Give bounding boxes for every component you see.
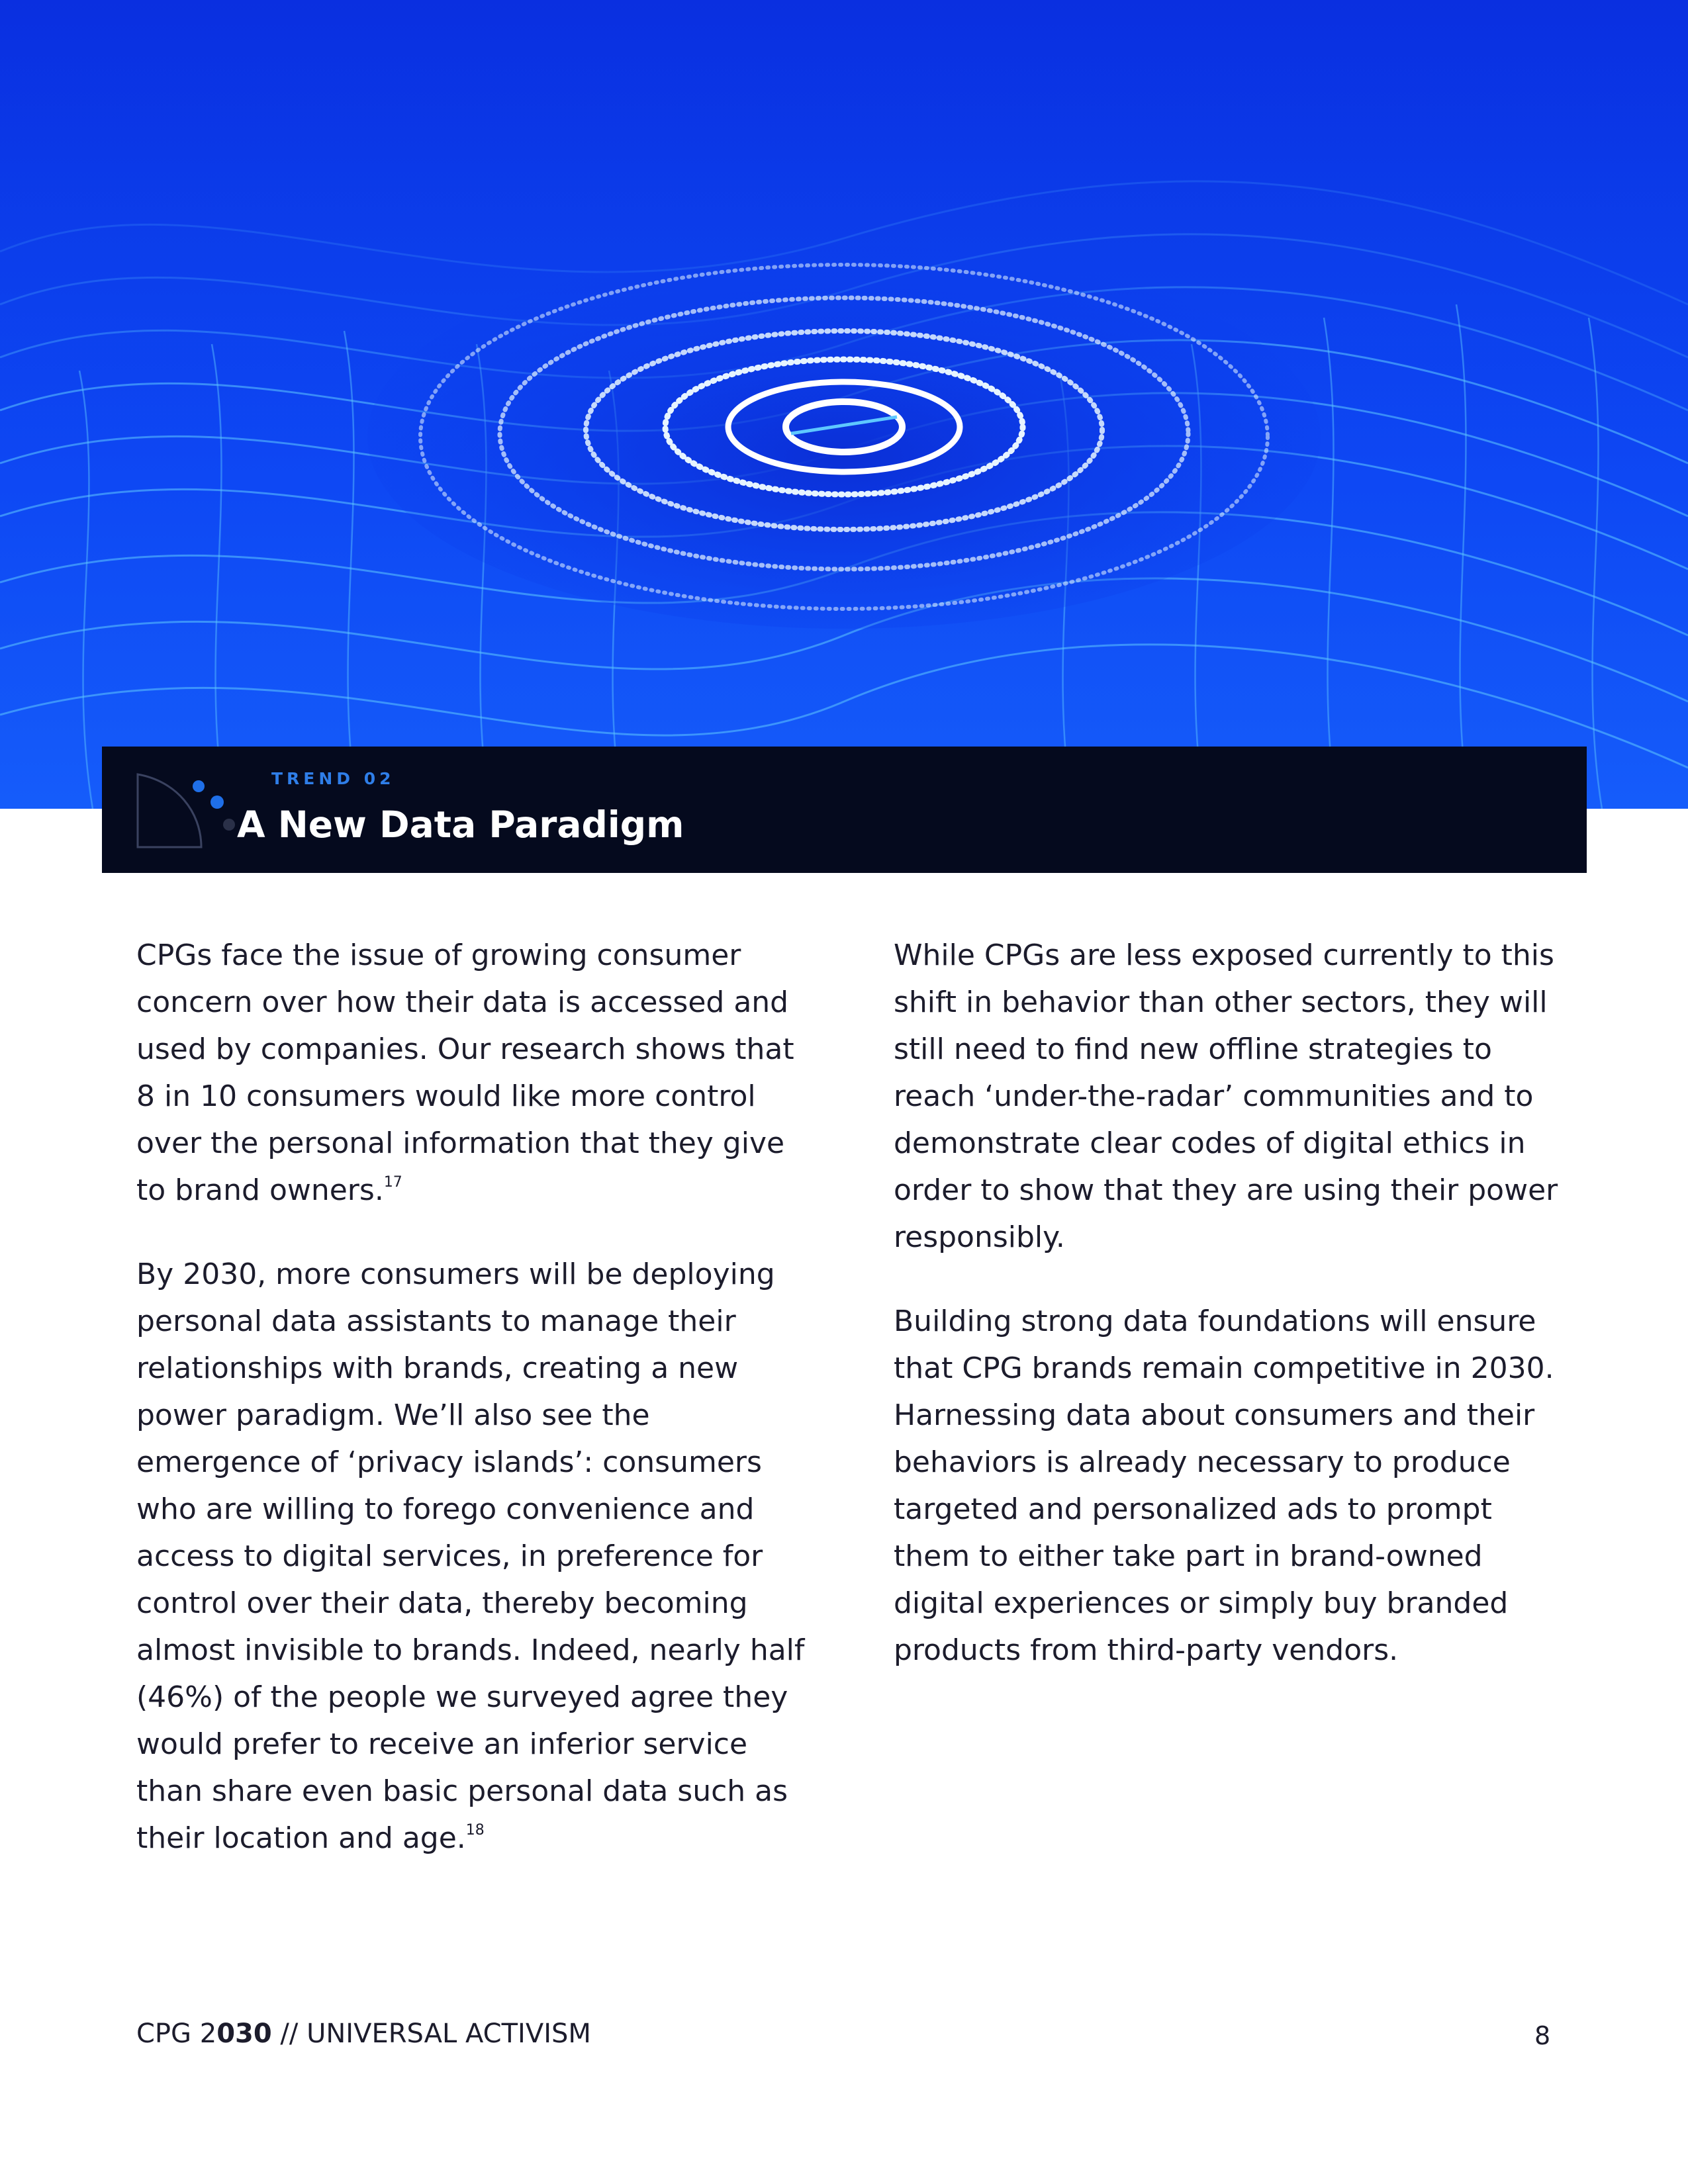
page-number: 8 [1534,2021,1551,2050]
right-column [894,932,1562,1711]
trend-kicker: TREND 02 [271,769,395,788]
digital-wave-illustration [0,0,1688,809]
paragraph: By 2030, more consumers will be deploying personal data assistants to manage their relationships with brands, creating a new power paradigm. We’ll also see the emergence of ‘privacy islands’: consumers who are willing to forego convenience and access to digital services, in preference for control over their data, thereby becoming almost invisible to brands. Indeed, nearly half (46%) of the people we surveyed agree they would prefer to receive an inferior service than share even basic personal data such as their location and age.$^{18}$ [136,1257,805,1855]
footer-section: // UNIVERSAL ACTIVISM [271,2019,591,2049]
paragraph: Building strong data foundations will ensure that CPG brands remain competitive in 2030. Harnessing data about consumers and their behaviors is already necessary to produce targeted and personalized ads to prompt them to either take part in brand-owned digital experiences or simply buy branded products from third-party vendors. [894,1304,1554,1667]
page-title: A New Data Paradigm [237,803,684,846]
hero-image [0,0,1688,809]
paragraph: While CPGs are less exposed currently to this shift in behavior than other sectors, they will still need to find new offline strategies to reach ‘under-the-radar’ communities and to demonstrate clear codes of digital ethics in order to show that they are using their power responsibly. [894,938,1558,1254]
footer-brand-b: 030 [216,2019,272,2049]
left-column [136,932,805,1899]
footnote-ref[interactable]: 18 [465,1822,485,1839]
paragraph: CPGs face the issue of growing consumer concern over how their data is accessed and used by companies. Our research shows that 8 in 10 consumers would like more control over the personal information that they give to brand owners.$^{17}$ [136,938,794,1207]
footnote-ref[interactable]: 17 [383,1174,402,1191]
footer-brand-a: CPG 2 [136,2019,217,2049]
trend-logo-icon [136,772,236,851]
footer-title [136,2019,591,2049]
section-title-bar [102,747,1587,873]
